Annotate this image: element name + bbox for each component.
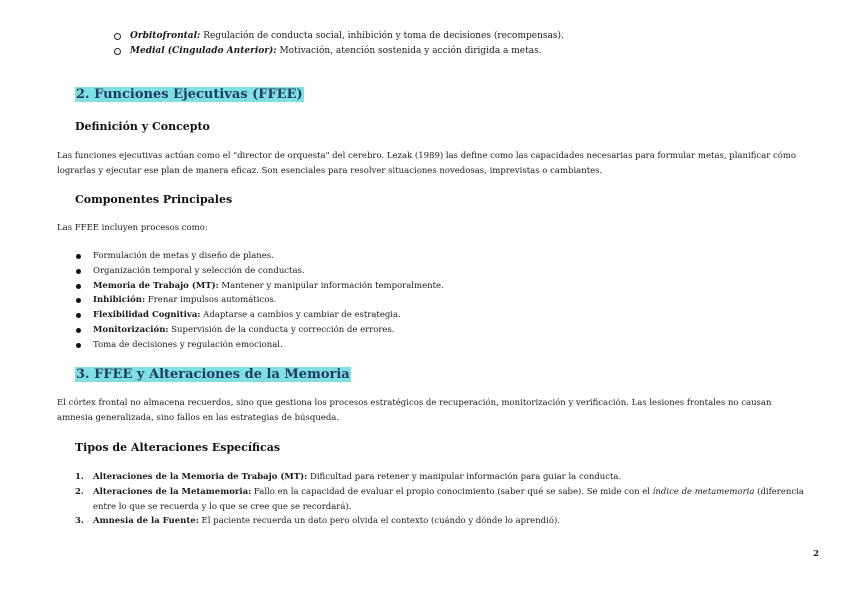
list-item: Formulación de metas y diseño de planes. <box>75 249 775 264</box>
list-item <box>114 29 814 44</box>
hollow-bullet-icon <box>114 33 121 40</box>
components-intro: Las FFEE incluyen procesos como: <box>57 223 208 233</box>
sublist-term: Orbitofrontal: <box>130 31 201 41</box>
sublist-text: Regulación de conducta social, inhibición y toma de decisiones (recompensas). <box>200 31 564 41</box>
components-list <box>75 249 775 353</box>
memory-paragraph: El córtex frontal no almacena recuerdos, sino que gestiona los procesos estratégicos de recuperación, monitorización y verificación. Las lesiones frontales no causan amnesia generalizada, sino fallos en las estrategias de búsqueda. <box>57 398 772 423</box>
list-item <box>114 44 814 59</box>
page-number: 2 <box>813 549 819 559</box>
list-item: Organización temporal y selección de conductas. <box>75 264 775 279</box>
list-number: 1. <box>75 472 84 482</box>
subheading-tipos: Tipos de Alteraciones Específicas <box>75 441 281 454</box>
section-heading-text: 3. FFEE y Alteraciones de la Memoria <box>76 367 350 382</box>
section-heading-memoria <box>75 366 351 383</box>
list-item: Flexibilidad Cognitiva: Adaptarse a cambios y cambiar de estrategia. <box>75 308 775 323</box>
bullet-icon <box>76 284 81 289</box>
subheading-definicion: Definición y Concepto <box>75 120 210 133</box>
definition-paragraph: Las funciones ejecutivas actúan como el "director de orquesta" del cerebro. Lezak (1989) las define como las capacidades necesarias para formular metas, planificar cómo lograrlas y ejecutar ese plan de manera eficaz. Son esenciales para resolver situaciones novedosas, imprevistas o cambiantes. <box>57 151 797 176</box>
bullet-icon <box>76 254 81 259</box>
list-item: 3. Amnesia de la Fuente: El paciente recuerda un dato pero olvida el contexto (cuándo y dónde lo aprendió). <box>75 514 805 529</box>
bullet-icon <box>76 298 81 303</box>
subheading-componentes: Componentes Principales <box>75 193 233 206</box>
bullet-icon <box>76 313 81 318</box>
bullet-icon <box>76 328 81 333</box>
list-number: 3. <box>75 516 84 527</box>
sublist-term: Medial (Cingulado Anterior): <box>130 46 277 56</box>
alterations-list <box>75 470 805 529</box>
list-item: Monitorización: Supervisión de la conducta y corrección de errores. <box>75 323 775 338</box>
bullet-icon <box>76 343 81 348</box>
list-item: Toma de decisiones y regulación emocional. <box>75 338 775 353</box>
section-heading-text: 2. Funciones Ejecutivas (FFEE) <box>76 87 303 102</box>
sublist-text: Motivación, atención sostenida y acción dirigida a metas. <box>276 46 542 56</box>
list-item: 2. Alteraciones de la Metamemoria: Fallo en la capacidad de evaluar el propio conocimiento (saber qué se sabe). Se mide con el índice de metamemoria (diferencia entre lo que se recuerda y lo que se cree que se recordará). <box>75 486 804 512</box>
list-item: Inhibición: Frenar impulsos automáticos. <box>75 293 775 308</box>
list-item: Memoria de Trabajo (MT): Mantener y manipular información temporalmente. <box>75 279 775 294</box>
list-item: 1. Alteraciones de la Memoria de Trabajo (MT): Dificultad para retener y manipular información para guiar la conducta. <box>75 470 805 485</box>
bullet-icon <box>76 269 81 274</box>
hollow-bullet-icon <box>114 48 121 55</box>
top-sublist <box>114 29 814 59</box>
list-number: 2. <box>75 486 84 497</box>
section-heading-ffee <box>75 86 304 103</box>
